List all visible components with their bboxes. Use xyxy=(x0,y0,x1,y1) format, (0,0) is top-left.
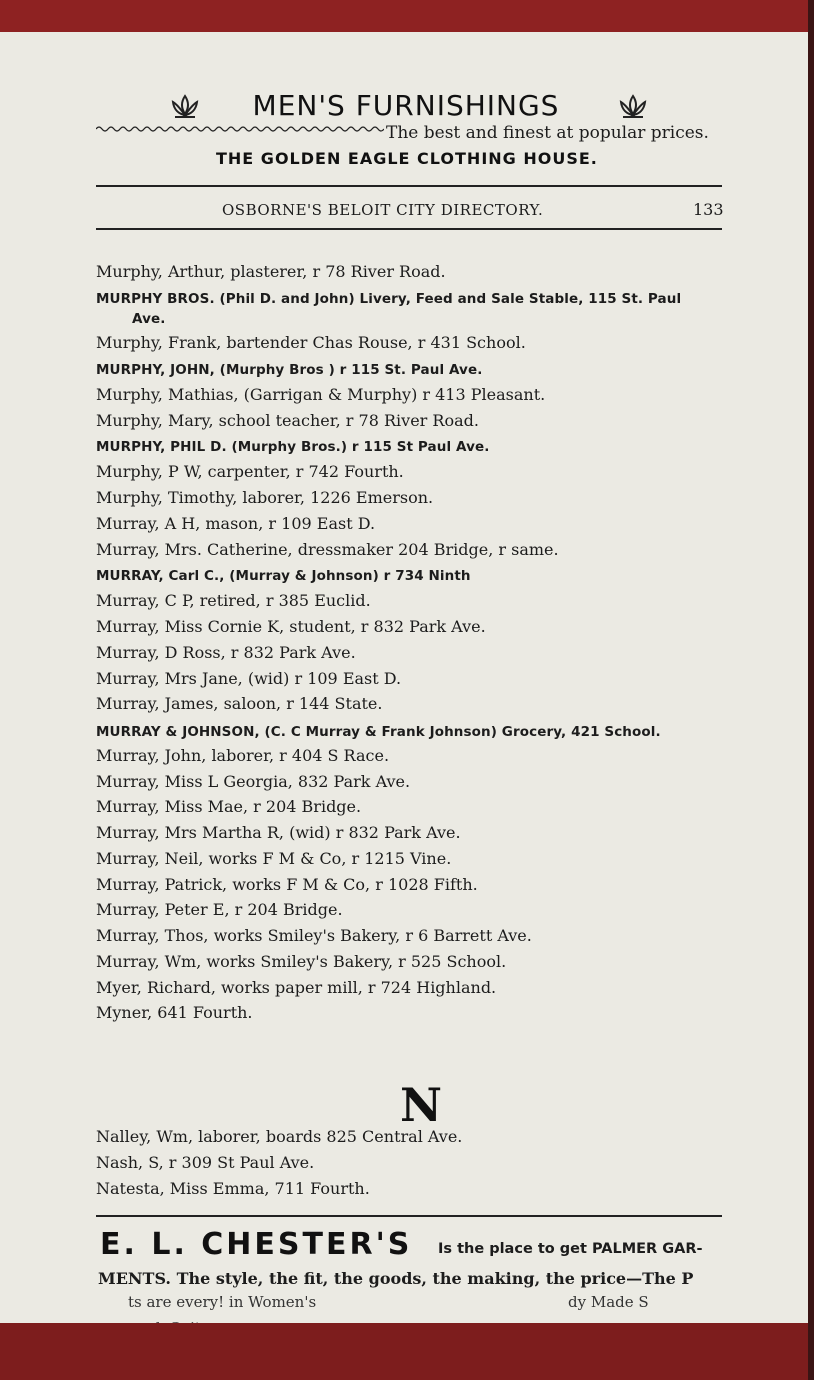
list-item: Murray, Mrs Martha R, (wid) r 832 Park Ave. xyxy=(96,823,461,842)
list-item: Myner, 641 Fourth. xyxy=(96,1003,253,1022)
list-item: Murphy, Mathias, (Garrigan & Murphy) r 413 Pleasant. xyxy=(96,385,546,404)
list-item: Murphy, Arthur, plasterer, r 78 River Road. xyxy=(96,262,446,281)
list-item: MURRAY, Carl C., (Murray & Johnson) r 734 Ninth xyxy=(96,568,471,584)
list-item: Murphy, Timothy, laborer, 1226 Emerson. xyxy=(96,488,434,507)
footer-rule xyxy=(96,1215,722,1217)
list-item: Murray, C P, retired, r 385 Euclid. xyxy=(96,591,371,610)
list-item: Murray, Peter E, r 204 Bridge. xyxy=(96,900,343,919)
list-item: Murray, Mrs Jane, (wid) r 109 East D. xyxy=(96,669,402,688)
list-item: Murray, Wm, works Smiley's Bakery, r 525 School. xyxy=(96,952,507,971)
list-item: MURPHY BROS. (Phil D. and John) Livery, Feed and Sale Stable, 115 St. Paul xyxy=(96,291,682,307)
list-item: Murray, Patrick, works F M & Co, r 1028 Fifth. xyxy=(96,875,478,894)
header-rule-bottom xyxy=(96,228,722,230)
list-item: Murray, Neil, works F M & Co, r 1215 Vine. xyxy=(96,849,452,868)
list-item: MURRAY & JOHNSON, (C. C Murray & Frank Johnson) Grocery, 421 School. xyxy=(96,724,661,740)
list-item: Nalley, Wm, laborer, boards 825 Central Ave. xyxy=(96,1127,463,1146)
page-number: 133 xyxy=(693,200,724,219)
list-item: Myer, Richard, works paper mill, r 724 Highland. xyxy=(96,978,497,997)
list-item: Natesta, Miss Emma, 711 Fourth. xyxy=(96,1179,370,1198)
list-item: Murray, Miss Mae, r 204 Bridge. xyxy=(96,797,362,816)
list-item: Murray, James, saloon, r 144 State. xyxy=(96,694,383,713)
ad-line-fragment: ts are every! in Women's xyxy=(128,1293,317,1311)
list-item: Murray, D Ross, r 832 Park Ave. xyxy=(96,643,356,662)
page-edge-shadow xyxy=(808,0,814,1380)
list-item: Murray, Mrs. Catherine, dressmaker 204 Bridge, r same. xyxy=(96,540,559,559)
ad-line-fragment: dy Made S xyxy=(568,1293,649,1311)
store-name: THE GOLDEN EAGLE CLOTHING HOUSE. xyxy=(216,149,598,168)
wavy-rule xyxy=(96,125,384,133)
list-item: Murray, Thos, works Smiley's Bakery, r 6 Barrett Ave. xyxy=(96,926,532,945)
header-rule-top xyxy=(96,185,722,187)
list-item: Murray, Miss L Georgia, 832 Park Ave. xyxy=(96,772,411,791)
binding-band-bottom xyxy=(0,1323,814,1380)
list-item: Murray, A H, mason, r 109 East D. xyxy=(96,514,376,533)
list-item: MURPHY, JOHN, (Murphy Bros ) r 115 St. Paul Ave. xyxy=(96,362,483,378)
ad-headline-tail: Is the place to get PALMER GAR- xyxy=(438,1241,703,1257)
list-item: MURPHY, PHIL D. (Murphy Bros.) r 115 St Paul Ave. xyxy=(96,439,490,455)
list-item: Murphy, Frank, bartender Chas Rouse, r 431 School. xyxy=(96,333,526,352)
list-item: Nash, S, r 309 St Paul Ave. xyxy=(96,1153,315,1172)
header-title: MEN'S FURNISHINGS xyxy=(252,89,560,122)
list-item: Murphy, Mary, school teacher, r 78 River Road. xyxy=(96,411,479,430)
list-item: Murphy, P W, carpenter, r 742 Fourth. xyxy=(96,462,404,481)
list-item: Murray, John, laborer, r 404 S Race. xyxy=(96,746,390,765)
list-item: Murray, Miss Cornie K, student, r 832 Park Ave. xyxy=(96,617,486,636)
section-letter: N xyxy=(400,1078,443,1132)
list-item: Ave. xyxy=(132,311,166,327)
header-tagline: The best and finest at popular prices. xyxy=(386,123,709,143)
lotus-ornament-right-icon xyxy=(618,94,648,120)
ad-line: MENTS. The style, the fit, the goods, the making, the price—The P xyxy=(98,1269,694,1288)
directory-page xyxy=(0,32,812,1332)
directory-title: OSBORNE'S BELOIT CITY DIRECTORY. xyxy=(222,201,544,219)
ad-headline: E. L. CHESTER'S xyxy=(100,1227,413,1262)
